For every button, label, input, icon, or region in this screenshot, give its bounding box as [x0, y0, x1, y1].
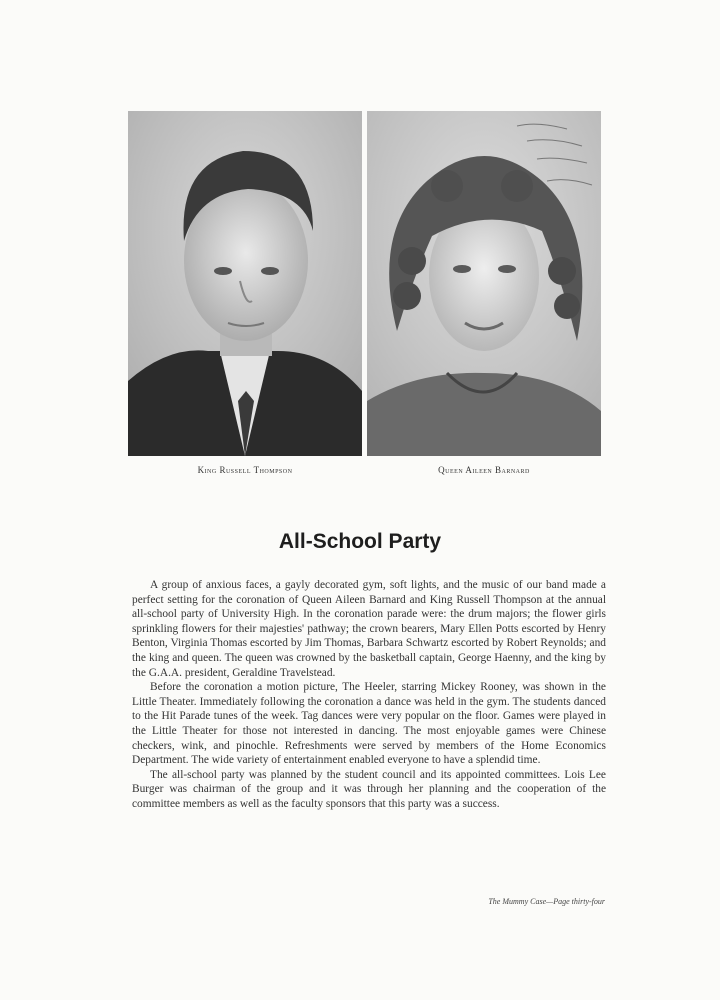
article-paragraph: Before the coronation a motion picture, The Heeler, starring Mickey Rooney, was shown in the Little Theater. Immediately following the coronation a dance was held in the gym. The students danced to the Hit Parade tunes of the week. Tag dances were very popular on the floor. Games were played in the Little Theater for those not interested in dancing. The most enjoyable games were Chinese checkers, wink, and pinochle. Refreshments were served by members of the Home Economics Department. The wide variety of entertainment enabled everyone to have a splendid time.	[132, 681, 606, 767]
queen-portrait-photo	[367, 111, 601, 456]
article-paragraph: A group of anxious faces, a gayly decorated gym, soft lights, and the music of our band made a perfect setting for the coronation of Queen Aileen Barnard and King Russell Thompson at the annual all-school party of University High. In the coronation parade were: the drum majors; the flower girls sprinkling flowers for their majesties' pathway; the crown bearers, Mary Ellen Potts escorted by Henry Benton, Virginia Thomas escorted by Jim Thomas, Barbara Schwartz escorted by Robert Reynolds; and the king and queen. The queen was crowned by the basketball captain, George Haenny, and the king by the G.A.A. president, Geraldine Travelstead.	[132, 579, 606, 679]
queen-caption: Queen Aileen Barnard	[438, 465, 530, 475]
article-body	[132, 578, 606, 812]
king-caption: King Russell Thompson	[197, 465, 293, 475]
king-portrait-photo	[128, 111, 362, 456]
article-paragraph: The all-school party was planned by the student council and its appointed committees. Lois Lee Burger was chairman of the group and it was through her planning and the cooperation of the committee members as well as the faculty sponsors that this party was a success.	[132, 768, 606, 810]
article-title: All-School Party	[278, 530, 442, 553]
queen-portrait-image	[367, 111, 601, 456]
king-portrait-image	[128, 111, 362, 456]
page-footer: The Mummy Case—Page thirty-four	[488, 897, 605, 906]
